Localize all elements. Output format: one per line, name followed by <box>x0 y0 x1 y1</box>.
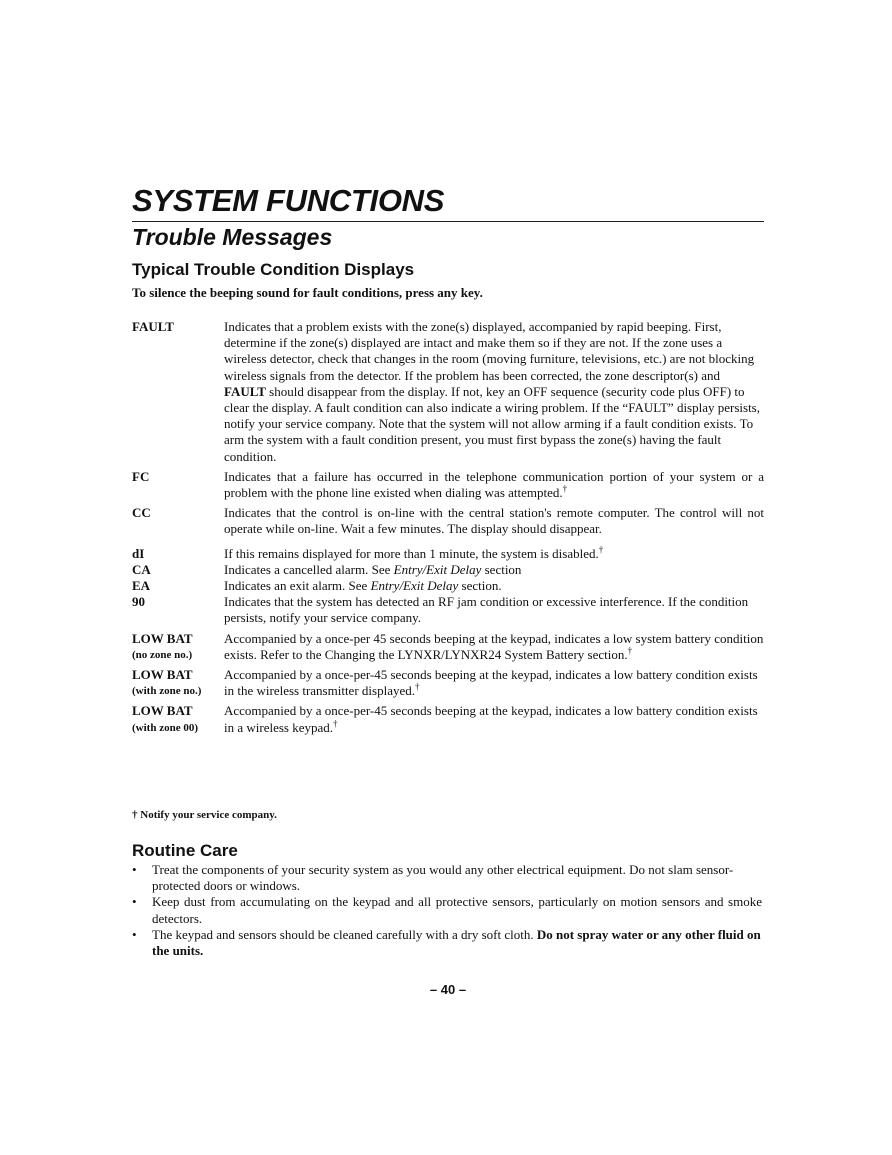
routine-care-list <box>132 862 762 959</box>
routine-care-title: Routine Care <box>132 841 238 860</box>
page-subheading: Trouble Messages <box>132 224 333 250</box>
entry-description: Indicates that the system has detected an RF jam condition or excessive interference. If the condition persists, notify your service company. <box>224 594 749 626</box>
entry-term: LOW BAT (no zone no.) <box>132 631 224 663</box>
entry-term: FAULT <box>132 319 174 334</box>
entry-ca <box>132 562 764 578</box>
entry-term: 90 <box>132 594 145 610</box>
dagger-mark: † <box>598 544 604 555</box>
entry-90 <box>132 594 764 626</box>
bullet-icon: • <box>132 926 137 942</box>
entry-description: Indicates that a problem exists with the zone(s) displayed, accompanied by rapid beeping. First, determine if the zone(s) displayed are intact and make them so if they are not. If the zone uses a wireless detector, check that changes in the room (moving furniture, televisions, etc.) are not blocking wireless signals from the detector. If the problem has been corrected, the zone descriptor(s) and FAULT should disappear from the display. If not, key an OFF sequence (security code plus OFF) to clear the display. A fault condition can also indicate a wiring problem. If the “FAULT” display persists, notify your service company. Note that the system will not allow arming if a fault condition exists. To arm the system with a fault condition present, you must first bypass the zone(s) having the fault condition. <box>224 319 760 464</box>
dagger-mark: † <box>414 681 420 692</box>
trouble-list <box>132 319 764 736</box>
bullet-icon: • <box>132 894 137 910</box>
entry-term: LOW BAT (with zone no.) <box>132 667 224 699</box>
entry-description: If this remains displayed for more than 1 minute, the system is disabled.† <box>224 544 604 561</box>
entry-low-bat-zone-00 <box>132 703 764 735</box>
entry-term: CC <box>132 505 151 521</box>
entry-term: LOW BAT (with zone 00) <box>132 703 224 735</box>
dagger-mark: † <box>333 718 338 729</box>
entry-description: Indicates an exit alarm. See Entry/Exit Delay section. <box>224 578 502 594</box>
entry-term-sub: (no zone no.) <box>132 648 193 661</box>
list-item: • The keypad and sensors should be cleaned carefully with a dry soft cloth. Do not spray water or any other fluid on the units. <box>132 926 761 959</box>
list-item: • Keep dust from accumulating on the keypad and all protective sensors, particularly on motion sensors and smoke detectors. <box>132 894 762 926</box>
entry-low-bat-with-zone <box>132 667 764 699</box>
footnote: † Notify your service company. <box>132 809 277 821</box>
entry-term: FC <box>132 468 150 484</box>
page-number: – 40 – <box>429 982 467 997</box>
entry-description: Indicates that a failure has occurred in the telephone communication portion of your system or a problem with the phone line existed when dialing was attempted.† <box>224 468 764 501</box>
entry-description: Accompanied by a once-per 45 seconds beeping at the keypad, indicates a low system battery condition exists. Refer to the Changing the LYNXR/LYNXR24 System Battery section.† <box>224 630 764 662</box>
dagger-mark: † <box>627 645 633 656</box>
entry-description: Accompanied by a once-per-45 seconds beeping at the keypad, indicates a low battery condition exists in the wireless transmitter displayed.† <box>224 667 758 699</box>
entry-description: Indicates that the control is on-line with the central station's remote computer. The control will not operate while on-line. Wait a few minutes. The display should disappear. <box>224 505 764 537</box>
entry-description: Accompanied by a once-per-45 seconds beeping at the keypad, indicates a low battery condition exists in a wireless keypad.† <box>224 703 758 735</box>
silence-note: To silence the beeping sound for fault conditions, press any key. <box>132 285 483 300</box>
entry-term: CA <box>132 561 151 577</box>
dagger-mark: † <box>562 483 568 494</box>
bullet-icon: • <box>132 862 137 877</box>
list-item: • Treat the components of your security system as you would any other electrical equipment. Do not slam sensor-protected doors or windows. <box>132 862 734 894</box>
section-title: Typical Trouble Condition Displays <box>132 260 415 279</box>
entry-cc <box>132 505 764 537</box>
entry-ea <box>132 578 764 594</box>
entry-term-sub: (with zone 00) <box>132 721 198 734</box>
entry-term-sub: (with zone no.) <box>132 685 202 698</box>
entry-fc <box>132 469 764 501</box>
entry-fault <box>132 319 764 465</box>
entry-description: Indicates a cancelled alarm. See Entry/Exit Delay section <box>224 561 522 577</box>
page-heading: SYSTEM FUNCTIONS <box>132 183 764 222</box>
entry-low-bat-no-zone <box>132 631 764 663</box>
entry-term: dI <box>132 545 145 561</box>
entry-term: EA <box>132 578 151 594</box>
entry-di <box>132 546 764 562</box>
